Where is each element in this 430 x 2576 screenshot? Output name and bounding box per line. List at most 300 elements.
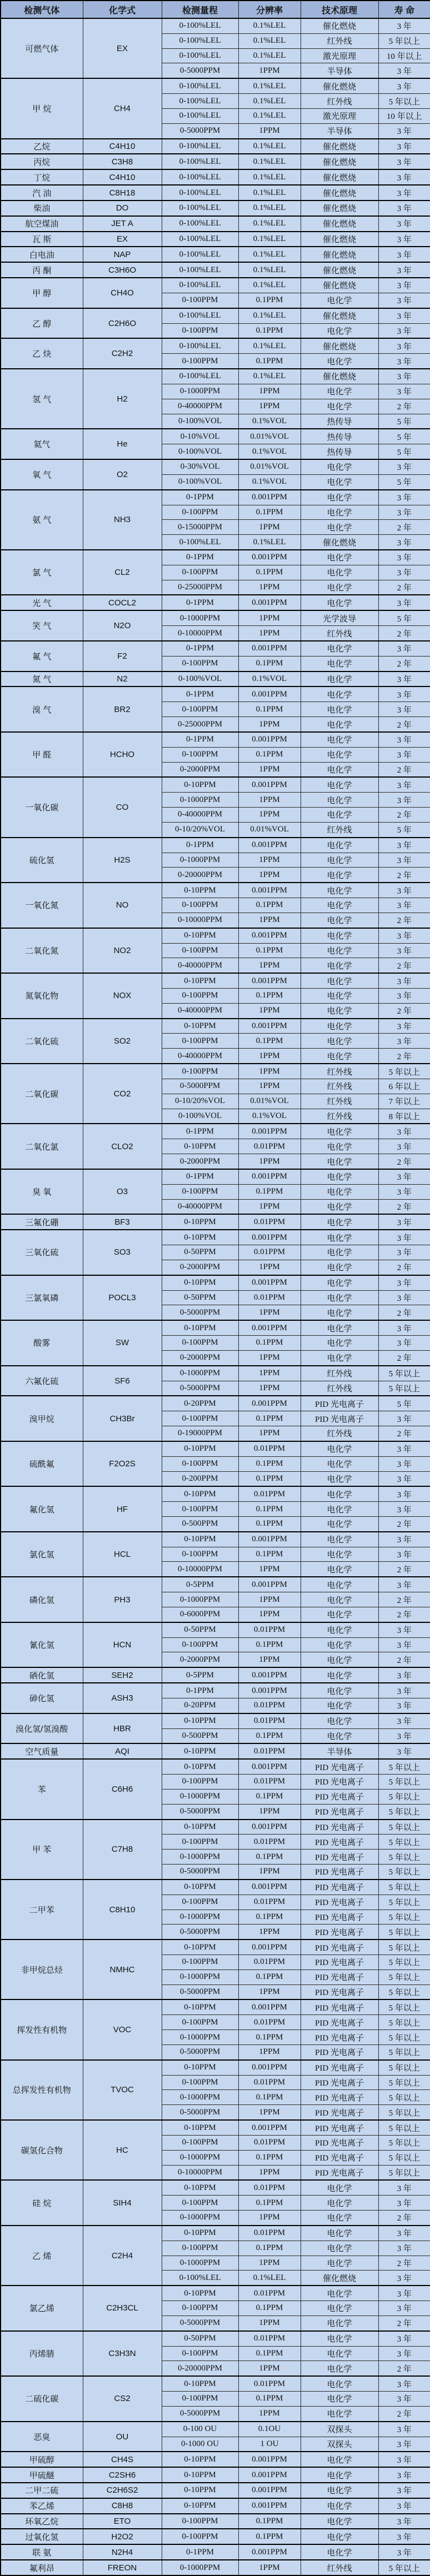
lifespan-cell: 3 年 <box>378 2301 430 2316</box>
range-cell: 0-1PPM <box>162 2544 238 2560</box>
principle-cell: 红外线 <box>301 33 378 48</box>
principle-cell: 电化学 <box>301 1698 378 1713</box>
principle-cell: 红外线 <box>301 1381 378 1396</box>
table-row <box>1 610 430 625</box>
table-row <box>1 78 430 93</box>
table-row <box>1 2422 430 2437</box>
resolution-cell: 0.001PPM <box>238 2544 301 2560</box>
principle-cell: 半导体 <box>301 123 378 138</box>
resolution-cell: 0.001PPM <box>238 928 301 943</box>
formula-cell: C2H6S2 <box>83 2483 162 2498</box>
principle-cell: 电化学 <box>301 293 378 308</box>
table-row <box>1 1441 430 1456</box>
resolution-cell: 0.001PPM <box>238 1396 301 1411</box>
principle-cell: 电化学 <box>301 474 378 489</box>
principle-cell: 催化燃烧 <box>301 216 378 232</box>
range-cell: 0-100PPM <box>162 1184 238 1199</box>
table-row <box>1 201 430 216</box>
resolution-cell: 0.001PPM <box>238 1683 301 1698</box>
lifespan-cell: 3 年 <box>378 278 430 293</box>
range-cell: 0-10000PPM <box>162 913 238 928</box>
range-cell: 0-40000PPM <box>162 1199 238 1214</box>
range-cell: 0-10PPM <box>162 1743 238 1759</box>
resolution-cell: 1PPM <box>238 853 301 868</box>
lifespan-cell: 3 年 <box>378 1290 430 1305</box>
gas-name-cell: 挥发性有机物 <box>1 1999 83 2059</box>
resolution-cell: 0.001PPM <box>238 2467 301 2483</box>
lifespan-cell: 5 年以上 <box>378 2030 430 2045</box>
lifespan-cell: 3 年 <box>378 1034 430 1049</box>
resolution-cell: 0.1%LEL <box>238 232 301 247</box>
range-cell: 0-2000PPM <box>162 1154 238 1169</box>
resolution-cell: 0.1PPM <box>238 1034 301 1049</box>
resolution-cell: 0.001PPM <box>238 2498 301 2514</box>
resolution-cell: 0.01PPM <box>238 1743 301 1759</box>
principle-cell: 催化燃烧 <box>301 2271 378 2286</box>
lifespan-cell: 3 年 <box>378 989 430 1004</box>
lifespan-cell: 5 年 <box>378 1396 430 1411</box>
lifespan-cell: 3 年 <box>378 1502 430 1517</box>
lifespan-cell: 3 年 <box>378 898 430 913</box>
lifespan-cell: 3 年 <box>378 369 430 384</box>
gas-name-cell: 溴化氢/氢溴酸 <box>1 1713 83 1744</box>
gas-name-cell: 一氧化碳 <box>1 777 83 837</box>
resolution-cell: 0.1%LEL <box>238 535 301 550</box>
lifespan-cell: 5 年以上 <box>378 1804 430 1819</box>
range-cell: 0-100%LEL <box>162 94 238 109</box>
principle-cell: 电化学 <box>301 1260 378 1275</box>
principle-cell: PID 光电离子 <box>301 2030 378 2045</box>
table-row <box>1 686 430 701</box>
range-cell: 0-100PPM <box>162 656 238 671</box>
formula-cell: SIH4 <box>83 2180 162 2225</box>
lifespan-cell: 2 年 <box>378 2406 430 2421</box>
resolution-cell: 0.001PPM <box>238 2120 301 2135</box>
lifespan-cell: 5 年以上 <box>378 2044 430 2059</box>
lifespan-cell: 3 年 <box>378 535 430 550</box>
lifespan-cell: 3 年 <box>378 354 430 369</box>
lifespan-cell: 3 年 <box>378 308 430 323</box>
resolution-cell: 0.01PPM <box>238 1486 301 1501</box>
resolution-cell: 1PPM <box>238 2560 301 2575</box>
lifespan-cell: 2 年 <box>378 1592 430 1607</box>
table-row <box>1 2467 430 2483</box>
range-cell: 0-100%LEL <box>162 18 238 33</box>
lifespan-cell: 3 年 <box>378 732 430 747</box>
table-row <box>1 2529 430 2544</box>
lifespan-cell: 3 年 <box>378 384 430 399</box>
gas-name-cell: 空气质量 <box>1 1743 83 1759</box>
lifespan-cell: 2 年 <box>378 626 430 641</box>
range-cell: 0-10PPM <box>162 1139 238 1154</box>
resolution-cell: 0.1PPM <box>238 943 301 958</box>
lifespan-cell: 3 年 <box>378 671 430 687</box>
principle-cell: 红外线 <box>301 1079 378 1094</box>
col-header-resolution: 分辨率 <box>238 1 301 18</box>
principle-cell: 电化学 <box>301 1199 378 1214</box>
range-cell: 0-100PPM <box>162 2346 238 2361</box>
table-row <box>1 838 430 853</box>
resolution-cell: 1PPM <box>238 868 301 883</box>
range-cell: 0-1000 OU <box>162 2437 238 2452</box>
lifespan-cell: 5 年以上 <box>378 2015 430 2030</box>
formula-cell: SW <box>83 1320 162 1365</box>
range-cell: 0-5PPM <box>162 1667 238 1683</box>
lifespan-cell: 5 年以上 <box>378 1381 430 1396</box>
gas-name-cell: 苯 <box>1 1759 83 1819</box>
formula-cell: JET A <box>83 216 162 232</box>
principle-cell: 催化燃烧 <box>301 78 378 93</box>
table-row <box>1 1169 430 1184</box>
resolution-cell: 0.01%VOL <box>238 1094 301 1109</box>
lifespan-cell: 3 年 <box>378 1683 430 1698</box>
range-cell: 0-5000PPM <box>162 1804 238 1819</box>
table-row <box>1 1683 430 1698</box>
lifespan-cell: 5 年以上 <box>378 1955 430 1970</box>
formula-cell: AQI <box>83 1743 162 1759</box>
resolution-cell: 1PPM <box>238 2211 301 2226</box>
resolution-cell: 0.01PPM <box>238 2286 301 2301</box>
principle-cell: 电化学 <box>301 1169 378 1184</box>
range-cell: 0-10PPM <box>162 2452 238 2467</box>
resolution-cell: 1PPM <box>238 2105 301 2120</box>
gas-name-cell: 磷化氢 <box>1 1577 83 1622</box>
principle-cell: 电化学 <box>301 808 378 823</box>
table-row <box>1 185 430 201</box>
gas-name-cell: 柴油 <box>1 201 83 216</box>
lifespan-cell: 5 年以上 <box>378 1925 430 1939</box>
resolution-cell: 0.1PPM <box>238 1910 301 1925</box>
lifespan-cell: 3 年 <box>378 1019 430 1034</box>
resolution-cell: 0.001PPM <box>238 1999 301 2014</box>
lifespan-cell: 5 年以上 <box>378 2105 430 2120</box>
principle-cell: 电化学 <box>301 2286 378 2301</box>
resolution-cell: 0.1%LEL <box>238 369 301 384</box>
table-row <box>1 18 430 33</box>
range-cell: 0-100PPM <box>162 1835 238 1850</box>
lifespan-cell: 5 年以上 <box>378 1789 430 1804</box>
lifespan-cell: 3 年 <box>378 1184 430 1199</box>
principle-cell: 电化学 <box>301 853 378 868</box>
resolution-cell: 1PPM <box>238 1562 301 1577</box>
principle-cell: 红外线 <box>301 626 378 641</box>
table-row <box>1 1230 430 1245</box>
table-row <box>1 1743 430 1759</box>
resolution-cell: 1PPM <box>238 626 301 641</box>
range-cell: 0-100%VOL <box>162 444 238 459</box>
range-cell: 0-100PPM <box>162 505 238 520</box>
principle-cell: 电化学 <box>301 732 378 747</box>
range-cell: 0-100PPM <box>162 1411 238 1426</box>
resolution-cell: 0.01PPM <box>238 1139 301 1154</box>
range-cell: 0-10PPM <box>162 1486 238 1501</box>
lifespan-cell: 3 年 <box>378 1667 430 1683</box>
principle-cell: PID 光电离子 <box>301 1804 378 1819</box>
resolution-cell: 0.001PPM <box>238 2452 301 2467</box>
resolution-cell: 0.01PPM <box>238 1698 301 1713</box>
lifespan-cell: 3 年 <box>378 1169 430 1184</box>
range-cell: 0-1000PPM <box>162 2560 238 2575</box>
range-cell: 0-5000PPM <box>162 1984 238 1999</box>
principle-cell: 电化学 <box>301 1516 378 1531</box>
range-cell: 0-100PPM <box>162 2529 238 2544</box>
range-cell: 0-100PPM <box>162 989 238 1004</box>
resolution-cell: 0.001PPM <box>238 1320 301 1335</box>
formula-cell: HF <box>83 1486 162 1531</box>
range-cell: 0-10000PPM <box>162 2165 238 2180</box>
principle-cell: 电化学 <box>301 2498 378 2514</box>
table-row <box>1 2514 430 2529</box>
gas-name-cell: 甲 醇 <box>1 278 83 308</box>
range-cell: 0-5000PPM <box>162 1925 238 1939</box>
range-cell: 0-100%LEL <box>162 216 238 232</box>
range-cell: 0-10PPM <box>162 928 238 943</box>
resolution-cell: 0.1PPM <box>238 1456 301 1471</box>
lifespan-cell: 5 年以上 <box>378 2165 430 2180</box>
principle-cell: 电化学 <box>301 2406 378 2421</box>
lifespan-cell: 2 年 <box>378 1199 430 1214</box>
principle-cell: 催化燃烧 <box>301 139 378 154</box>
resolution-cell: 1PPM <box>238 1154 301 1169</box>
principle-cell: 电化学 <box>301 1350 378 1365</box>
lifespan-cell: 3 年 <box>378 777 430 792</box>
formula-cell: H2 <box>83 369 162 429</box>
col-header-gas: 检测气体 <box>1 1 83 18</box>
resolution-cell: 0.001PPM <box>238 490 301 505</box>
formula-cell: C2H6O <box>83 308 162 339</box>
lifespan-cell: 5 年以上 <box>378 2150 430 2165</box>
principle-cell: 催化燃烧 <box>301 201 378 216</box>
principle-cell: 电化学 <box>301 2452 378 2467</box>
lifespan-cell: 5 年以上 <box>378 1910 430 1925</box>
principle-cell: PID 光电离子 <box>301 1910 378 1925</box>
resolution-cell: 0.01PPM <box>238 1622 301 1637</box>
principle-cell: 红外线 <box>301 1366 378 1381</box>
resolution-cell: 0.1%LEL <box>238 247 301 262</box>
formula-cell: DO <box>83 201 162 216</box>
gas-name-cell: 一氧化氮 <box>1 883 83 928</box>
formula-cell: HC <box>83 2120 162 2180</box>
resolution-cell: 0.1%LEL <box>238 78 301 93</box>
gas-name-cell: 溴甲烷 <box>1 1396 83 1441</box>
resolution-cell: 0.001PPM <box>238 2060 301 2075</box>
resolution-cell: 0.1%LEL <box>238 139 301 154</box>
table-row <box>1 308 430 323</box>
gas-name-cell: 氢 气 <box>1 369 83 429</box>
formula-cell: C2SH6 <box>83 2467 162 2483</box>
formula-cell: CO <box>83 777 162 837</box>
resolution-cell: 0.001PPM <box>238 838 301 853</box>
range-cell: 0-5000PPM <box>162 1381 238 1396</box>
table-row <box>1 1320 430 1335</box>
principle-cell: 电化学 <box>301 1592 378 1607</box>
lifespan-cell: 5 年以上 <box>378 1759 430 1774</box>
range-cell: 0-100PPM <box>162 1637 238 1652</box>
principle-cell: 电化学 <box>301 2529 378 2544</box>
principle-cell: 电化学 <box>301 1290 378 1305</box>
principle-cell: 电化学 <box>301 671 378 687</box>
resolution-cell: 1PPM <box>238 399 301 414</box>
principle-cell: 电化学 <box>301 928 378 943</box>
resolution-cell: 1PPM <box>238 580 301 595</box>
lifespan-cell: 5 年以上 <box>378 1984 430 1999</box>
resolution-cell: 0.1PPM <box>238 2392 301 2407</box>
principle-cell: 电化学 <box>301 2256 378 2271</box>
formula-cell: EX <box>83 232 162 247</box>
gas-name-cell: 二氧化碳 <box>1 1064 83 1124</box>
resolution-cell: 0.01PPM <box>238 1713 301 1728</box>
principle-cell: 电化学 <box>301 686 378 701</box>
lifespan-cell: 3 年 <box>378 1743 430 1759</box>
resolution-cell: 1PPM <box>238 913 301 928</box>
formula-cell: NO2 <box>83 928 162 973</box>
resolution-cell: 1PPM <box>238 1607 301 1622</box>
lifespan-cell: 2 年 <box>378 1260 430 1275</box>
range-cell: 0-100%LEL <box>162 33 238 48</box>
range-cell: 0-100PPM <box>162 2196 238 2211</box>
principle-cell: PID 光电离子 <box>301 1835 378 1850</box>
resolution-cell: 0.1PPM <box>238 1184 301 1199</box>
resolution-cell: 0.001PPM <box>238 1880 301 1895</box>
principle-cell: 催化燃烧 <box>301 278 378 293</box>
resolution-cell: 1PPM <box>238 384 301 399</box>
principle-cell: PID 光电离子 <box>301 2150 378 2165</box>
range-cell: 0-100PPM <box>162 2135 238 2150</box>
gas-name-cell: 笑 气 <box>1 610 83 641</box>
gas-name-cell: 三氟化硼 <box>1 1214 83 1230</box>
range-cell: 0-10PPM <box>162 1320 238 1335</box>
lifespan-cell: 5 年 <box>378 429 430 444</box>
range-cell: 0-100%LEL <box>162 535 238 550</box>
gas-name-cell: 甲 烷 <box>1 78 83 138</box>
principle-cell: PID 光电离子 <box>301 2060 378 2075</box>
formula-cell: NAP <box>83 247 162 262</box>
table-row <box>1 232 430 247</box>
gas-name-cell: 过氧化氢 <box>1 2529 83 2544</box>
principle-cell: 激光原理 <box>301 108 378 123</box>
principle-cell: PID 光电离子 <box>301 2044 378 2059</box>
lifespan-cell: 3 年 <box>378 1532 430 1547</box>
lifespan-cell: 3 年 <box>378 2498 430 2514</box>
gas-name-cell: 甲 醛 <box>1 732 83 777</box>
principle-cell: 电化学 <box>301 1471 378 1486</box>
resolution-cell: 0.1PPM <box>238 2514 301 2529</box>
principle-cell: PID 光电离子 <box>301 1789 378 1804</box>
formula-cell: SEH2 <box>83 1667 162 1683</box>
principle-cell: 催化燃烧 <box>301 154 378 169</box>
lifespan-cell: 5 年以上 <box>378 1820 430 1835</box>
lifespan-cell: 2 年 <box>378 2211 430 2226</box>
principle-cell: 电化学 <box>301 2196 378 2211</box>
resolution-cell: 0.1PPM <box>238 505 301 520</box>
lifespan-cell: 2 年 <box>378 1652 430 1667</box>
range-cell: 0-100%LEL <box>162 48 238 63</box>
lifespan-cell: 5 年以上 <box>378 2060 430 2075</box>
gas-name-cell: 硒化氢 <box>1 1667 83 1683</box>
lifespan-cell: 5 年以上 <box>378 2090 430 2105</box>
resolution-cell: 0.1PPM <box>238 1850 301 1865</box>
principle-cell: PID 光电离子 <box>301 1820 378 1835</box>
principle-cell: 电化学 <box>301 1713 378 1728</box>
resolution-cell: 0.1%LEL <box>238 201 301 216</box>
formula-cell: F2 <box>83 641 162 671</box>
resolution-cell: 0.1PPM <box>238 2346 301 2361</box>
principle-cell: 催化燃烧 <box>301 338 378 353</box>
resolution-cell: 1PPM <box>238 1592 301 1607</box>
gas-name-cell: 氧 气 <box>1 459 83 490</box>
resolution-cell: 0.1PPM <box>238 323 301 338</box>
principle-cell: 电化学 <box>301 2301 378 2316</box>
col-header-formula: 化学式 <box>83 1 162 18</box>
principle-cell: 催化燃烧 <box>301 247 378 262</box>
principle-cell: 电化学 <box>301 2483 378 2498</box>
principle-cell: 电化学 <box>301 1034 378 1049</box>
lifespan-cell: 3 年 <box>378 550 430 565</box>
resolution-cell: 1PPM <box>238 63 301 78</box>
formula-cell: TVOC <box>83 2060 162 2120</box>
formula-cell: ASH3 <box>83 1683 162 1713</box>
range-cell: 0-40000PPM <box>162 808 238 823</box>
principle-cell: PID 光电离子 <box>301 2120 378 2135</box>
resolution-cell: 0.1PPM <box>238 2030 301 2045</box>
principle-cell: 电化学 <box>301 384 378 399</box>
resolution-cell: 0.01%VOL <box>238 429 301 444</box>
resolution-cell: 0.1PPM <box>238 1471 301 1486</box>
range-cell: 0-1000PPM <box>162 793 238 808</box>
principle-cell: 电化学 <box>301 1652 378 1667</box>
principle-cell: 双探头 <box>301 2437 378 2452</box>
range-cell: 0-5000PPM <box>162 123 238 138</box>
resolution-cell: 0.001PPM <box>238 732 301 747</box>
resolution-cell: 0.1%LEL <box>238 278 301 293</box>
lifespan-cell: 3 年 <box>378 641 430 656</box>
resolution-cell: 0.001PPM <box>238 1820 301 1835</box>
table-row <box>1 1214 430 1230</box>
lifespan-cell: 2 年 <box>378 1003 430 1018</box>
principle-cell: 电化学 <box>301 898 378 913</box>
principle-cell: 催化燃烧 <box>301 169 378 185</box>
principle-cell: 电化学 <box>301 1154 378 1169</box>
lifespan-cell: 2 年 <box>378 2361 430 2376</box>
range-cell: 0-10PPM <box>162 1019 238 1034</box>
lifespan-cell: 3 年 <box>378 293 430 308</box>
resolution-cell: 0.001PPM <box>238 1939 301 1954</box>
lifespan-cell: 3 年 <box>378 232 430 247</box>
range-cell: 0-20000PPM <box>162 868 238 883</box>
range-cell: 0-100PPM <box>162 293 238 308</box>
formula-cell: C8H18 <box>83 185 162 201</box>
range-cell: 0-10PPM <box>162 777 238 792</box>
principle-cell: 热传导 <box>301 414 378 429</box>
formula-cell: OU <box>83 2422 162 2452</box>
table-row <box>1 169 430 185</box>
principle-cell: 电化学 <box>301 520 378 535</box>
formula-cell: C3H6O <box>83 262 162 278</box>
principle-cell: 红外线 <box>301 822 378 837</box>
principle-cell: PID 光电离子 <box>301 1955 378 1970</box>
table-row <box>1 139 430 154</box>
lifespan-cell: 3 年 <box>378 2437 430 2452</box>
range-cell: 0-10PPM <box>162 1214 238 1230</box>
resolution-cell: 0.1OU <box>238 2422 301 2437</box>
range-cell: 0-10PPM <box>162 2483 238 2498</box>
lifespan-cell: 5 年以上 <box>378 1775 430 1790</box>
resolution-cell: 0.1PPM <box>238 2241 301 2256</box>
lifespan-cell: 3 年 <box>378 2544 430 2560</box>
formula-cell: C4H10 <box>83 139 162 154</box>
gas-name-cell: 酸雾 <box>1 1320 83 1365</box>
principle-cell: PID 光电离子 <box>301 1984 378 1999</box>
